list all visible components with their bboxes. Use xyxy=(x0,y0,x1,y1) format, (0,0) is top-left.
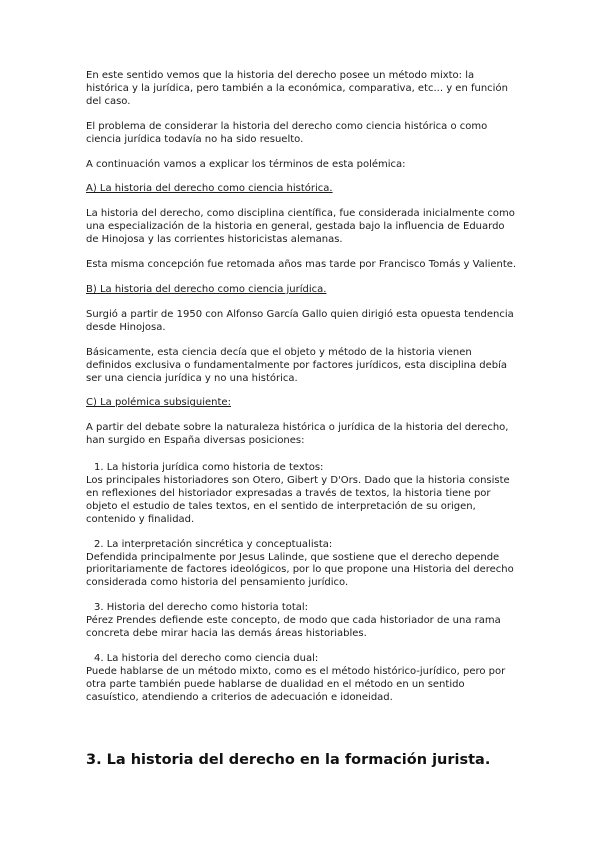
list-item-title: 3. Historia del derecho como historia total: xyxy=(94,602,309,614)
continuation-paragraph: A continuación vamos a explicar los términos de esta polémica: xyxy=(86,158,406,170)
intro-paragraph: En este sentido vemos que la historia del derecho posee un método mixto: la histórica y la jurídica, pero también a la económica, comparativa, etc... y en función del caso. xyxy=(86,70,508,107)
list-item xyxy=(86,653,519,705)
section-a-paragraph-2: Esta misma concepción fue retomada años mas tarde por Francisco Tomás y Valiente. xyxy=(86,259,517,271)
problem-paragraph: El problema de considerar la historia del derecho como ciencia histórica o como ciencia jurídica todavía no ha sido resuelto. xyxy=(86,120,488,145)
section-c-heading: C) La polémica subsiguiente: xyxy=(86,397,231,409)
list-item-title: 2. La interpretación sincrética y conceptualista: xyxy=(94,538,333,550)
section-b-heading: B) La historia del derecho como ciencia jurídica. xyxy=(86,283,327,295)
section-b-paragraph-1: Surgió a partir de 1950 con Alfonso García Gallo quien dirigió esta opuesta tendencia desde Hinojosa. xyxy=(86,308,514,333)
list-item-body: Los principales historiadores son Otero, Gibert y D'Ors. Dado que la historia consiste en reflexiones del historiador expresadas a través de textos, la historia tiene por objeto el estudio de tales textos, en el sentido de interpretación de su origen, contenido y finalidad. xyxy=(86,475,510,525)
list-item-body: Defendida principalmente por Jesus Lalinde, que sostiene que el derecho depende prioritariamente de factores ideológicos, por lo que propone una Historia del derecho considerada como historia del pensamiento jurídico. xyxy=(86,551,514,589)
section-3-heading: 3. La historia del derecho en la formación jurista. xyxy=(86,751,491,768)
section-a-heading: A) La historia del derecho como ciencia histórica. xyxy=(86,183,333,195)
list-item xyxy=(86,539,519,591)
list-item xyxy=(86,462,519,527)
list-item-body: Pérez Prendes defiende este concepto, de modo que cada historiador de una rama concreta debe mirar hacia las demás áreas historiables. xyxy=(86,615,501,640)
section-b-paragraph-2: Básicamente, esta ciencia decía que el objeto y método de la historia vienen definidos exclusiva o fundamentalmente por factores jurídicos, esta disciplina debía ser una ciencia jurídica y no una histórica. xyxy=(86,346,508,384)
list-item-title: 1. La historia jurídica como historia de textos: xyxy=(94,462,324,474)
list-item-title: 4. La historia del derecho como ciencia dual: xyxy=(94,653,319,664)
list-item-body: Puede hablarse de un método mixto, como es el método histórico-jurídico, pero por otra parte también puede hablarse de dualidad en el método en un sentido casuístico, atendiendo a criterios de adecuación e idoneidad. xyxy=(86,665,506,703)
section-a-paragraph-1: La historia del derecho, como disciplina científica, fue considerada inicialmente como una especialización de la historia en general, gestada bajo la influencia de Eduardo de Hinojosa y las corrientes historicistas alemanas. xyxy=(86,208,515,246)
list-item xyxy=(86,602,519,641)
section-c-paragraph-1: A partir del debate sobre la naturaleza histórica o jurídica de la historia del derecho, han surgido en España diversas posiciones: xyxy=(86,422,509,447)
